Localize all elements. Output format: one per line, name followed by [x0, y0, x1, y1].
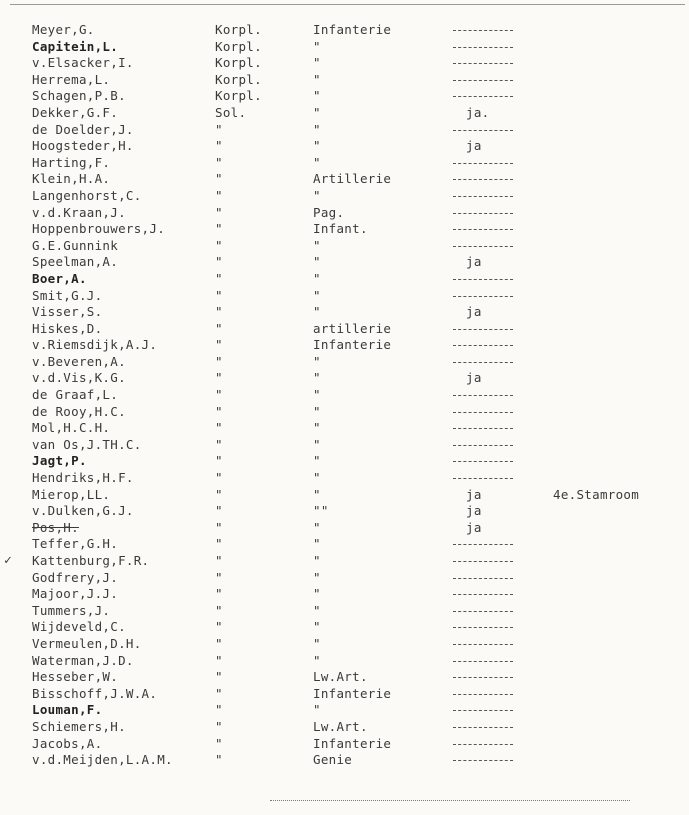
rank-cell: ": [215, 138, 223, 154]
roster-row: [0, 736, 689, 753]
roster-row: [0, 470, 689, 487]
roster-row: [0, 188, 689, 205]
roster-table: [0, 22, 689, 769]
person-name: v.d.Vis,K.G.: [32, 370, 126, 386]
arm-cell: ": [313, 453, 321, 469]
person-name: Capitein,L.: [32, 38, 119, 54]
arm-cell: Artillerie: [313, 171, 392, 187]
arm-cell: "": [313, 503, 329, 519]
person-name: de Graaf,L.: [32, 387, 119, 403]
person-name: de Rooy,H.C.: [32, 403, 126, 419]
person-name: Meyer,G.: [32, 22, 95, 37]
arm-cell: ": [313, 436, 321, 452]
dash-mark: [453, 362, 513, 363]
arm-cell: ": [313, 287, 321, 303]
person-name: Jagt,P.: [32, 453, 87, 469]
rank-cell: ": [215, 171, 223, 187]
person-name: Mierop,LL.: [32, 486, 111, 502]
dash-mark: [453, 594, 513, 595]
dash-mark: [453, 412, 513, 413]
dash-mark: [453, 96, 513, 97]
rank-cell: ": [215, 436, 223, 452]
rank-cell: ": [215, 652, 223, 668]
rank-cell: Korpl.: [215, 22, 262, 37]
roster-row: [0, 370, 689, 387]
dash-mark: [453, 544, 513, 545]
person-name: Bisschoff,J.W.A.: [32, 685, 158, 701]
roster-row: [0, 752, 689, 769]
roster-row: [0, 304, 689, 321]
dash-mark: [453, 130, 513, 131]
rank-cell: ": [215, 752, 223, 768]
person-name: Tummers,J.: [32, 602, 111, 618]
person-name: Herrema,L.: [32, 71, 111, 87]
arm-cell: ": [313, 353, 321, 369]
dash-mark: [453, 461, 513, 462]
arm-cell: ": [313, 619, 321, 635]
arm-cell: artillerie: [313, 320, 392, 336]
person-name: Hesseber,W.: [32, 669, 119, 685]
rank-cell: ": [215, 486, 223, 502]
ja-mark: ja: [466, 486, 482, 502]
dash-mark: [453, 246, 513, 247]
rank-cell: ": [215, 353, 223, 369]
dash-mark: [453, 478, 513, 479]
person-name: Schagen,P.B.: [32, 88, 126, 104]
rank-cell: Korpl.: [215, 55, 262, 71]
roster-row: [0, 420, 689, 437]
arm-cell: Pag.: [313, 204, 345, 220]
roster-row: [0, 288, 689, 305]
roster-row: [0, 570, 689, 587]
roster-row: [0, 586, 689, 603]
rank-cell: ": [215, 685, 223, 701]
person-name: van Os,J.TH.C.: [32, 436, 142, 452]
roster-row: [0, 387, 689, 404]
dash-mark: [453, 627, 513, 628]
roster-row: [0, 55, 689, 72]
person-name: G.E.Gunnink: [32, 237, 119, 253]
arm-cell: Infant.: [313, 221, 368, 237]
ja-mark: ja: [466, 304, 482, 320]
dash-mark: [453, 179, 513, 180]
person-name: Louman,F.: [32, 702, 103, 718]
arm-cell: ": [313, 304, 321, 320]
dash-mark: [453, 578, 513, 579]
rank-cell: ": [215, 635, 223, 651]
dash-mark: [453, 445, 513, 446]
arm-cell: ": [313, 187, 321, 203]
arm-cell: ": [313, 104, 321, 120]
person-name: Dekker,G.F.: [32, 104, 119, 120]
rank-cell: Korpl.: [215, 88, 262, 104]
roster-row: [0, 437, 689, 454]
arm-cell: ": [313, 602, 321, 618]
rank-cell: ": [215, 403, 223, 419]
dash-mark: [453, 744, 513, 745]
rank-cell: ": [215, 602, 223, 618]
arm-cell: ": [313, 254, 321, 270]
rank-cell: ": [215, 718, 223, 734]
dash-mark: [453, 296, 513, 297]
roster-row: [0, 271, 689, 288]
top-rule: [10, 4, 685, 5]
rank-cell: ": [215, 519, 223, 535]
arm-cell: ": [313, 38, 321, 54]
roster-row: [0, 669, 689, 686]
arm-cell: ": [313, 88, 321, 104]
arm-cell: ": [313, 553, 321, 568]
roster-row: [0, 122, 689, 139]
check-mark: ✓: [4, 553, 13, 568]
dash-mark: [453, 196, 513, 197]
arm-cell: ": [313, 652, 321, 668]
roster-row: [0, 171, 689, 188]
dash-mark: [453, 710, 513, 711]
arm-cell: ": [313, 121, 321, 137]
person-name: Hendriks,H.F.: [32, 470, 134, 486]
dash-mark: [453, 694, 513, 695]
ja-mark: ja: [466, 519, 482, 535]
dash-mark: [453, 63, 513, 64]
person-name: Boer,A.: [32, 270, 87, 286]
arm-cell: ": [313, 569, 321, 585]
bottom-rule: [270, 800, 630, 801]
rank-cell: ": [215, 619, 223, 635]
rank-cell: ": [215, 503, 223, 519]
person-name: Speelman,A.: [32, 254, 119, 270]
arm-cell: ": [313, 237, 321, 253]
rank-cell: ": [215, 569, 223, 585]
roster-row: [0, 404, 689, 421]
ja-mark: ja: [466, 370, 482, 386]
person-name: Waterman,J.D.: [32, 652, 134, 668]
person-name: Schiemers,H.: [32, 718, 126, 734]
roster-row: [0, 487, 689, 504]
dash-mark: [453, 163, 513, 164]
arm-cell: Infanterie: [313, 337, 392, 353]
arm-cell: ": [313, 702, 321, 718]
dash-mark: [453, 644, 513, 645]
rank-cell: ": [215, 270, 223, 286]
person-name: Pos,H.: [32, 519, 79, 535]
rank-cell: ": [215, 453, 223, 469]
person-name: Visser,S.: [32, 304, 103, 320]
dash-mark: [453, 760, 513, 761]
roster-row: [0, 520, 689, 537]
dash-mark: [453, 677, 513, 678]
rank-cell: Korpl.: [215, 71, 262, 87]
rank-cell: ": [215, 735, 223, 751]
rank-cell: ": [215, 254, 223, 270]
note-cell: 4e.Stamroom: [553, 486, 640, 502]
dash-mark: [453, 395, 513, 396]
arm-cell: ": [313, 536, 321, 552]
arm-cell: ": [313, 403, 321, 419]
roster-row: [0, 205, 689, 222]
rank-cell: ": [215, 420, 223, 436]
rank-cell: ": [215, 221, 223, 237]
rank-cell: ": [215, 702, 223, 718]
arm-cell: ": [313, 635, 321, 651]
person-name: Klein,H.A.: [32, 171, 111, 187]
person-name: Hiskes,D.: [32, 320, 103, 336]
roster-row: [0, 72, 689, 89]
roster-row: [0, 536, 689, 553]
rank-cell: ": [215, 586, 223, 602]
dash-mark: [453, 727, 513, 728]
ja-mark: ja: [466, 503, 482, 519]
rank-cell: ": [215, 669, 223, 685]
arm-cell: Infanterie: [313, 22, 392, 37]
rank-cell: ": [215, 154, 223, 170]
person-name: Smit,G.J.: [32, 287, 103, 303]
ja-mark: ja.: [466, 104, 490, 120]
person-name: v.d.Meijden,L.A.M.: [32, 752, 173, 768]
dash-mark: [453, 229, 513, 230]
roster-row: [0, 653, 689, 670]
rank-cell: ": [215, 304, 223, 320]
person-name: Mol,H.C.H.: [32, 420, 111, 436]
dash-mark: [453, 30, 513, 31]
rank-cell: ": [215, 204, 223, 220]
roster-row: [0, 254, 689, 271]
rank-cell: ": [215, 237, 223, 253]
person-name: Kattenburg,F.R.: [32, 553, 150, 568]
person-name: v.Beveren,A.: [32, 353, 126, 369]
roster-row: [0, 453, 689, 470]
person-name: Godfrery,J.: [32, 569, 119, 585]
dash-mark: [453, 329, 513, 330]
dash-mark: [453, 428, 513, 429]
person-name: Jacobs,A.: [32, 735, 103, 751]
person-name: v.Elsacker,I.: [32, 55, 134, 71]
arm-cell: ": [313, 138, 321, 154]
roster-row: [0, 553, 689, 570]
roster-row: [0, 702, 689, 719]
person-name: Harting,F.: [32, 154, 111, 170]
rank-cell: ": [215, 553, 223, 568]
roster-row: [0, 238, 689, 255]
rank-cell: ": [215, 470, 223, 486]
person-name: Majoor,J.J.: [32, 586, 119, 602]
person-name: v.Dulken,G.J.: [32, 503, 134, 519]
rank-cell: ": [215, 337, 223, 353]
rank-cell: ": [215, 536, 223, 552]
roster-row: [0, 321, 689, 338]
dash-mark: [453, 80, 513, 81]
dash-mark: [453, 279, 513, 280]
rank-cell: ": [215, 370, 223, 386]
dash-mark: [453, 561, 513, 562]
arm-cell: Infanterie: [313, 685, 392, 701]
rank-cell: ": [215, 287, 223, 303]
roster-row: [0, 39, 689, 56]
arm-cell: ": [313, 154, 321, 170]
arm-cell: ": [313, 586, 321, 602]
rank-cell: ": [215, 387, 223, 403]
roster-row: [0, 603, 689, 620]
arm-cell: ": [313, 420, 321, 436]
arm-cell: ": [313, 519, 321, 535]
roster-row: [0, 337, 689, 354]
arm-cell: ": [313, 55, 321, 71]
roster-row: [0, 155, 689, 172]
roster-row: [0, 105, 689, 122]
ja-mark: ja: [466, 254, 482, 270]
person-name: Teffer,G.H.: [32, 536, 119, 552]
person-name: Hoppenbrouwers,J.: [32, 221, 166, 237]
arm-cell: ": [313, 71, 321, 87]
arm-cell: ": [313, 387, 321, 403]
roster-row: [0, 719, 689, 736]
roster-row: [0, 686, 689, 703]
roster-row: [0, 354, 689, 371]
arm-cell: Lw.Art.: [313, 669, 368, 685]
person-name: Hoogsteder,H.: [32, 138, 134, 154]
rank-cell: ": [215, 187, 223, 203]
dash-mark: [453, 47, 513, 48]
roster-row: [0, 636, 689, 653]
rank-cell: ": [215, 121, 223, 137]
ja-mark: ja: [466, 138, 482, 154]
arm-cell: ": [313, 470, 321, 486]
rank-cell: ": [215, 320, 223, 336]
roster-row: [0, 88, 689, 105]
person-name: v.Riemsdijk,A.J.: [32, 337, 158, 353]
roster-row: [0, 22, 689, 39]
dash-mark: [453, 345, 513, 346]
arm-cell: ": [313, 486, 321, 502]
rank-cell: Sol.: [215, 104, 247, 120]
dash-mark: [453, 661, 513, 662]
arm-cell: ": [313, 270, 321, 286]
person-name: Wijdeveld,C.: [32, 619, 126, 635]
person-name: de Doelder,J.: [32, 121, 134, 137]
person-name: v.d.Kraan,J.: [32, 204, 126, 220]
arm-cell: Genie: [313, 752, 353, 768]
arm-cell: Infanterie: [313, 735, 392, 751]
dash-mark: [453, 611, 513, 612]
arm-cell: Lw.Art.: [313, 718, 368, 734]
roster-row: [0, 138, 689, 155]
rank-cell: Korpl.: [215, 38, 262, 54]
person-name: Vermeulen,D.H.: [32, 635, 142, 651]
roster-row: [0, 221, 689, 238]
roster-row: [0, 503, 689, 520]
arm-cell: ": [313, 370, 321, 386]
roster-row: [0, 619, 689, 636]
person-name: Langenhorst,C.: [32, 187, 142, 203]
dash-mark: [453, 213, 513, 214]
